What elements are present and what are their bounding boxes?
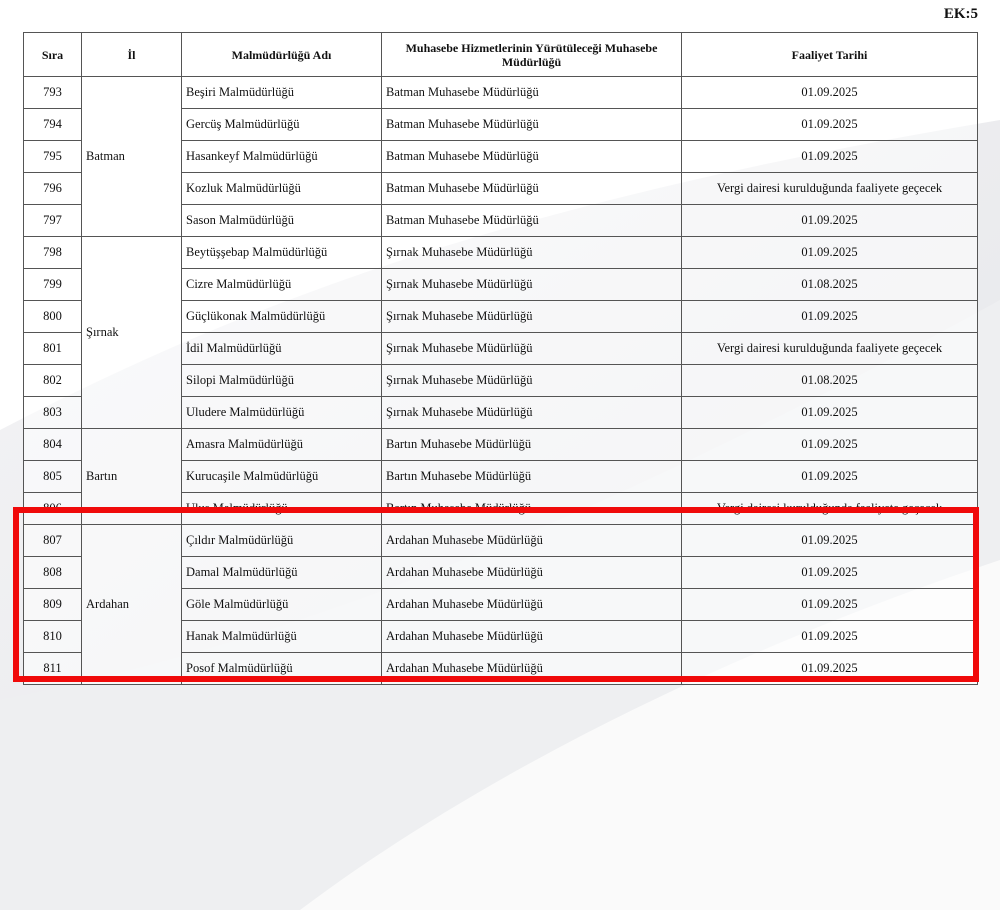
cell-date: 01.09.2025 [682, 461, 978, 493]
cell-date: 01.09.2025 [682, 557, 978, 589]
cell-accounting: Bartın Muhasebe Müdürlüğü [382, 461, 682, 493]
cell-office: Hanak Malmüdürlüğü [182, 621, 382, 653]
cell-il: Bartın [82, 429, 182, 525]
cell-il: Ardahan [82, 525, 182, 685]
cell-sira: 805 [24, 461, 82, 493]
cell-date: Vergi dairesi kurulduğunda faaliyete geçecek [682, 493, 978, 525]
cell-sira: 794 [24, 109, 82, 141]
cell-date: 01.09.2025 [682, 301, 978, 333]
cell-accounting: Şırnak Muhasebe Müdürlüğü [382, 269, 682, 301]
cell-date: 01.09.2025 [682, 653, 978, 685]
cell-office: Beytüşşebap Malmüdürlüğü [182, 237, 382, 269]
cell-date: 01.09.2025 [682, 77, 978, 109]
header-office: Malmüdürlüğü Adı [182, 33, 382, 77]
cell-office: Kozluk Malmüdürlüğü [182, 173, 382, 205]
cell-accounting: Ardahan Muhasebe Müdürlüğü [382, 621, 682, 653]
cell-sira: 810 [24, 621, 82, 653]
cell-sira: 807 [24, 525, 82, 557]
cell-office: Güçlükonak Malmüdürlüğü [182, 301, 382, 333]
cell-sira: 796 [24, 173, 82, 205]
cell-accounting: Batman Muhasebe Müdürlüğü [382, 77, 682, 109]
cell-date: 01.09.2025 [682, 621, 978, 653]
cell-sira: 803 [24, 397, 82, 429]
cell-office: Kurucaşile Malmüdürlüğü [182, 461, 382, 493]
cell-office: Silopi Malmüdürlüğü [182, 365, 382, 397]
cell-accounting: Bartın Muhasebe Müdürlüğü [382, 493, 682, 525]
cell-sira: 801 [24, 333, 82, 365]
cell-sira: 800 [24, 301, 82, 333]
cell-accounting: Ardahan Muhasebe Müdürlüğü [382, 525, 682, 557]
cell-office: Uludere Malmüdürlüğü [182, 397, 382, 429]
cell-office: Beşiri Malmüdürlüğü [182, 77, 382, 109]
cell-accounting: Ardahan Muhasebe Müdürlüğü [382, 653, 682, 685]
cell-office: Damal Malmüdürlüğü [182, 557, 382, 589]
cell-office: İdil Malmüdürlüğü [182, 333, 382, 365]
cell-accounting: Batman Muhasebe Müdürlüğü [382, 141, 682, 173]
cell-sira: 797 [24, 205, 82, 237]
cell-office: Cizre Malmüdürlüğü [182, 269, 382, 301]
cell-office: Çıldır Malmüdürlüğü [182, 525, 382, 557]
table-row [24, 525, 978, 557]
header-accounting: Muhasebe Hizmetlerinin Yürütüleceği Muhasebe Müdürlüğü [382, 33, 682, 77]
header-sira: Sıra [24, 33, 82, 77]
table-header-row [24, 33, 978, 77]
cell-office: Hasankeyf Malmüdürlüğü [182, 141, 382, 173]
cell-il: Şırnak [82, 237, 182, 429]
table-row [24, 77, 978, 109]
table-row [24, 237, 978, 269]
cell-sira: 798 [24, 237, 82, 269]
cell-sira: 802 [24, 365, 82, 397]
cell-office: Göle Malmüdürlüğü [182, 589, 382, 621]
cell-accounting: Şırnak Muhasebe Müdürlüğü [382, 301, 682, 333]
cell-accounting: Şırnak Muhasebe Müdürlüğü [382, 333, 682, 365]
cell-date: 01.09.2025 [682, 205, 978, 237]
cell-accounting: Şırnak Muhasebe Müdürlüğü [382, 237, 682, 269]
header-date: Faaliyet Tarihi [682, 33, 978, 77]
cell-date: 01.09.2025 [682, 589, 978, 621]
cell-date: 01.09.2025 [682, 237, 978, 269]
cell-date: Vergi dairesi kurulduğunda faaliyete geçecek [682, 173, 978, 205]
cell-office: Sason Malmüdürlüğü [182, 205, 382, 237]
cell-accounting: Batman Muhasebe Müdürlüğü [382, 205, 682, 237]
cell-accounting: Batman Muhasebe Müdürlüğü [382, 109, 682, 141]
cell-office: Posof Malmüdürlüğü [182, 653, 382, 685]
cell-date: 01.08.2025 [682, 365, 978, 397]
cell-accounting: Bartın Muhasebe Müdürlüğü [382, 429, 682, 461]
cell-accounting: Batman Muhasebe Müdürlüğü [382, 173, 682, 205]
cell-sira: 811 [24, 653, 82, 685]
cell-sira: 809 [24, 589, 82, 621]
annex-label: EK:5 [943, 6, 978, 22]
cell-sira: 806 [24, 493, 82, 525]
cell-office: Ulus Malmüdürlüğü [182, 493, 382, 525]
cell-office: Gercüş Malmüdürlüğü [182, 109, 382, 141]
cell-date: 01.09.2025 [682, 397, 978, 429]
cell-sira: 799 [24, 269, 82, 301]
cell-sira: 808 [24, 557, 82, 589]
cell-sira: 804 [24, 429, 82, 461]
cell-il: Batman [82, 77, 182, 237]
cell-accounting: Şırnak Muhasebe Müdürlüğü [382, 397, 682, 429]
cell-date: 01.08.2025 [682, 269, 978, 301]
header-il: İl [82, 33, 182, 77]
cell-accounting: Şırnak Muhasebe Müdürlüğü [382, 365, 682, 397]
office-table [23, 32, 978, 685]
cell-accounting: Ardahan Muhasebe Müdürlüğü [382, 589, 682, 621]
cell-date: 01.09.2025 [682, 109, 978, 141]
cell-date: 01.09.2025 [682, 525, 978, 557]
cell-sira: 793 [24, 77, 82, 109]
cell-date: 01.09.2025 [682, 429, 978, 461]
cell-date: 01.09.2025 [682, 141, 978, 173]
cell-accounting: Ardahan Muhasebe Müdürlüğü [382, 557, 682, 589]
table-body [24, 77, 978, 685]
table-row [24, 429, 978, 461]
cell-date: Vergi dairesi kurulduğunda faaliyete geçecek [682, 333, 978, 365]
cell-sira: 795 [24, 141, 82, 173]
cell-office: Amasra Malmüdürlüğü [182, 429, 382, 461]
